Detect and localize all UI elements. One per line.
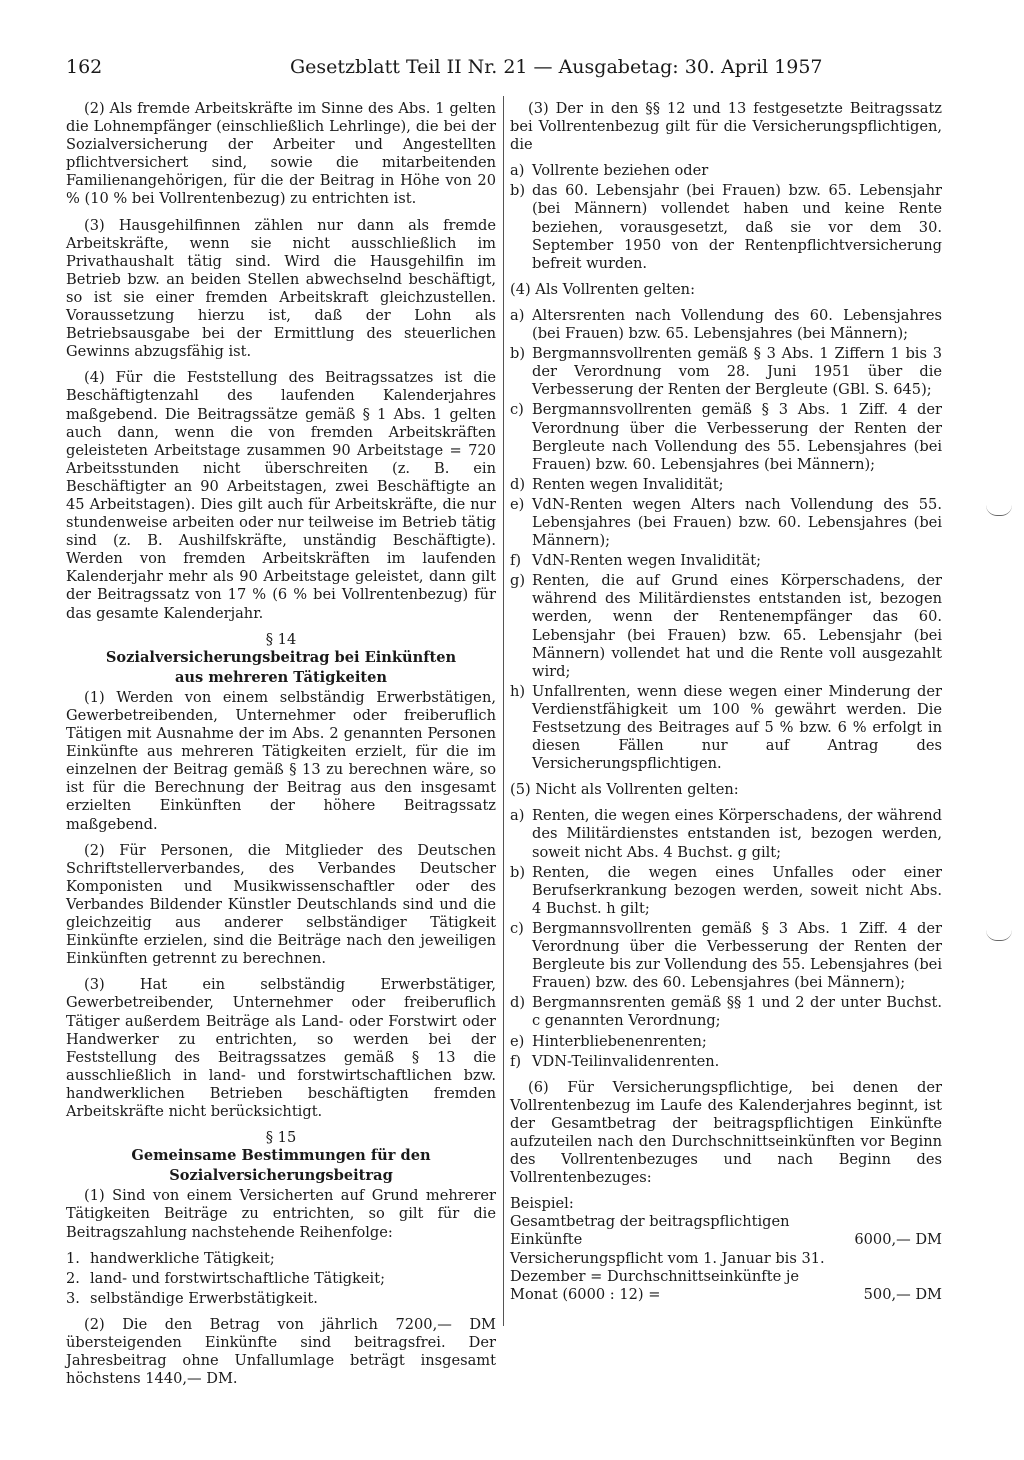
list-item-text: Hinterbliebenenrenten; <box>532 1032 707 1050</box>
list-item <box>510 1053 942 1071</box>
list-item <box>66 1290 496 1308</box>
section-14-number: § 14 <box>265 630 297 648</box>
list-item-text: Vollrente beziehen oder <box>532 162 709 180</box>
list-item <box>510 307 942 343</box>
list-item-label: c) <box>510 919 524 937</box>
example-row-text: Versicherungspflicht vom 1. Januar bis 31. Dezember = Durchschnittseinkünfte je Monat (6000 : 12) = <box>510 1249 825 1303</box>
list-item-label: 3. <box>66 1289 80 1307</box>
list-item <box>66 1250 496 1268</box>
paragraph-13-3: (3) Hausgehilfinnen zählen nur dann als fremde Arbeitskräfte, wenn sie nicht ausschließlich im Privathaushalt tätig sind. Wird die Hausgehilfin im Betrieb bzw. an beiden Stellen abwechselnd beschäftigt, so ist sie einer fremden Arbeitskraft gleichzustellen. Voraussetzung hierzu ist, daß der Lohn als Betriebsausgabe bei der Ermittlung des steuerlichen Gewinns abzugsfähig ist. <box>66 216 496 361</box>
page-header-title: Gesetzblatt Teil II Nr. 21 — Ausgabetag: 30. April 1957 <box>290 56 823 78</box>
list-item-text: Bergmannsrenten gemäß §§ 1 und 2 der unter Buchst. c genannten Verordnung; <box>532 994 942 1030</box>
page-header <box>66 56 966 82</box>
list-item-text: Altersrenten nach Vollendung des 60. Lebensjahres (bei Frauen) bzw. 65. Lebensjahres (bei Männern); <box>532 306 942 343</box>
example-row-value: 6000,— DM <box>854 1231 942 1249</box>
list-item-text: Bergmannsvollrenten gemäß § 3 Abs. 1 Ziff. 4 der Verordnung über die Verbesserung der Renten der Bergleute bis zur Vollendung des 55. Lebensjahres (bei Frauen) bzw. des 60. Lebensjahres (bei Männern); <box>532 919 942 992</box>
list-item-text: Renten, die wegen eines Unfalles oder einer Berufserkrankung bezogen werden, soweit nicht Abs. 4 Buchst. h gilt; <box>532 863 942 917</box>
list-item-label: g) <box>510 572 526 590</box>
list-item <box>510 994 942 1030</box>
list-item-label: c) <box>510 401 524 419</box>
paragraph-4-list <box>510 307 942 773</box>
list-item-text: handwerkliche Tätigkeit; <box>90 1249 275 1267</box>
section-15-order-list <box>66 1250 496 1308</box>
list-item <box>510 683 942 773</box>
list-item <box>510 920 942 992</box>
margin-mark <box>986 505 1012 516</box>
list-item <box>510 496 942 550</box>
list-item-label: h) <box>510 682 526 700</box>
list-item <box>510 1033 942 1051</box>
example-label: Beispiel: <box>510 1195 574 1213</box>
list-item-label: e) <box>510 1032 525 1050</box>
paragraph-13-2: (2) Als fremde Arbeitskräfte im Sinne des Abs. 1 gelten die Lohnempfänger (einschließlich Lehrlinge), die bei der Sozialversicherung der Arbeiter und Angestellten pflichtversichert sind, sowie die mitarbeitenden Familienangehörigen, für die der Beitrag in Höhe von 20 % (10 % bei Vollrentenbezug) zu entrichten ist. <box>66 100 496 208</box>
list-item-text: VdN-Renten wegen Alters nach Vollendung des 55. Lebensjahres (bei Frauen) bzw. 60. Lebensjahres (bei Männern); <box>532 495 942 550</box>
example-row <box>510 1213 942 1249</box>
paragraph-14-3: (3) Hat ein selbständig Erwerbstätiger, Gewerbetreibender, Unternehmer oder freiberuflich Tätiger außerdem Beiträge als Land- oder Forstwirt oder Handwerker zu entrichten, so werden bei der Feststellung des Beitragssatzes gemäß § 13 die ausschließlich in land- und forstwirtschaftlichen bzw. handwerklichen Betrieben beschäftigten fremden Arbeitskräfte nicht berücksichtigt. <box>66 976 496 1120</box>
list-item-label: f) <box>510 1052 522 1070</box>
list-item <box>66 1270 496 1288</box>
list-item-text: Unfallrenten, wenn diese wegen einer Minderung der Verdienstfähigkeit um 100 % gewährt werden. Die Festsetzung des Beitrages auf 5 % bzw. 6 % erfolgt in diesen Fällen nur auf Antrag des Versicherungspflichtigen. <box>532 682 942 773</box>
example-row-text: Gesamtbetrag der beitragspflichtigen Einkünfte <box>510 1213 790 1249</box>
list-item <box>510 401 942 473</box>
list-item-text: land- und forstwirtschaftliche Tätigkeit; <box>90 1269 386 1287</box>
list-item-label: f) <box>510 552 522 570</box>
paragraph-15-1: (1) Sind von einem Versicherten auf Grund mehrerer Tätigkeiten Beiträge zu entrichten, so gilt für die Beitragszahlung nachstehende Reihenfolge: <box>66 1187 496 1241</box>
section-15-number: § 15 <box>265 1129 297 1147</box>
list-item <box>510 182 942 272</box>
paragraph-5: (5) Nicht als Vollrenten gelten: <box>510 781 739 799</box>
list-item-text: Bergmannsvollrenten gemäß § 3 Abs. 1 Ziffern 1 bis 3 der Verordnung vom 28. Juni 1951 über die Verbesserung der Renten der Bergleute (GBl. S. 645); <box>532 345 942 399</box>
list-item <box>510 552 942 570</box>
list-item-text: Renten, die wegen eines Körperschadens, der während des Militärdienstes entstanden ist, bezogen werden, soweit nicht Abs. 4 Buchst. g gilt; <box>532 807 942 861</box>
list-item-label: b) <box>510 345 526 363</box>
list-item-label: 2. <box>66 1269 80 1287</box>
list-item-text: Renten wegen Invalidität; <box>532 475 724 493</box>
list-item-label: a) <box>510 807 525 825</box>
list-item-label: d) <box>510 475 526 493</box>
paragraph-3: (3) Der in den §§ 12 und 13 festgesetzte Beitragssatz bei Vollrentenbezug gilt für die Versicherungspflichtigen, die <box>510 100 942 154</box>
list-item <box>510 162 942 180</box>
left-column <box>66 100 496 1396</box>
list-item <box>510 345 942 399</box>
page-number: 162 <box>66 56 103 78</box>
list-item-label: b) <box>510 863 526 881</box>
example-row <box>510 1250 942 1304</box>
paragraph-6: (6) Für Versicherungspflichtige, bei denen der Vollrentenbezug im Laufe des Kalenderjahres beginnt, ist der Gesamtbetrag der beitragspflichtigen Einkünfte aufzuteilen nach den Durchschnittseinkünften vor Beginn des Vollrentenbezuges und nach Beginn des Vollrentenbezuges: <box>510 1078 942 1187</box>
list-item <box>510 476 942 494</box>
section-14-heading-line2: aus mehreren Tätigkeiten <box>174 668 388 686</box>
list-item <box>510 864 942 918</box>
list-item <box>510 572 942 681</box>
list-item-text: VDN-Teilinvalidenrenten. <box>532 1052 720 1070</box>
paragraph-4: (4) Als Vollrenten gelten: <box>510 280 695 298</box>
list-item-text: Bergmannsvollrenten gemäß § 3 Abs. 1 Ziff. 4 der Verordnung über die Verbesserung der Renten der Bergleute nach Vollendung des 55. Lebensjahres (bei Frauen) bzw. 60. Lebensjahres (bei Männern); <box>532 401 942 473</box>
list-item-label: b) <box>510 182 526 200</box>
list-item-text: selbständige Erwerbstätigkeit. <box>90 1289 318 1307</box>
example-row-value: 500,— DM <box>863 1285 942 1303</box>
paragraph-5-list <box>510 807 942 1070</box>
column-divider <box>503 96 504 1326</box>
list-item-label: a) <box>510 162 525 180</box>
paragraph-3-list <box>510 162 942 273</box>
section-15-heading-line2: Sozialversicherungsbeitrag <box>169 1167 393 1185</box>
right-column <box>510 100 942 1304</box>
list-item-label: a) <box>510 306 525 324</box>
list-item-label: d) <box>510 994 526 1012</box>
list-item-label: e) <box>510 495 525 513</box>
paragraph-14-2: (2) Für Personen, die Mitglieder des Deutschen Schriftstellerverbandes, des Verbandes Deutscher Komponisten und Musikwissenschaftler oder des Verbandes Bildender Künstler Deutschlands sind und die gleichzeitig aus anderer selbständiger Tätigkeit Einkünfte erzielen, sind die Beiträge nach den jeweiligen Einkünften getrennt zu berechnen. <box>66 841 496 968</box>
list-item-label: 1. <box>66 1249 80 1267</box>
section-15-heading-line1: Gemeinsame Bestimmungen für den <box>131 1147 431 1165</box>
paragraph-13-4: (4) Für die Feststellung des Beitragssatzes ist die Beschäftigtenzahl des laufenden Kalenderjahres maßgebend. Die Beitragssätze gemäß § 1 Abs. 1 gelten auch dann, wenn die von fremden Arbeitskräften geleisteten Arbeitstage zusammen 90 Arbeitstage = 720 Arbeitsstunden nicht überschreiten (z. B. ein Beschäftigter an 90 Arbeitstagen, zwei Beschäftigte an 45 Arbeitstagen). Dies gilt auch für Arbeitskräfte, die nur stundenweise arbeiten oder nur teilweise im Betrieb tätig sind (z. B. Aushilfskräfte, unständig Beschäftigte). Werden von fremden Arbeitskräften im laufenden Kalenderjahr mehr als 90 Arbeitstage geleistet, dann gilt der Beitragssatz von 17 % (6 % bei Vollrentenbezug) für das gesamte Kalenderjahr. <box>66 369 496 622</box>
margin-mark <box>986 930 1012 941</box>
list-item-text: Renten, die auf Grund eines Körperschadens, der während des Militärdienstes entstanden ist, bezogen werden, wenn der Rentenempfänger das 60. Lebensjahr (bei Frauen) bzw. 65. Lebensjahr (bei Männern) vollendet hat und die Rente voll ausgezahlt wird; <box>532 572 942 680</box>
list-item <box>510 807 942 861</box>
list-item-text: VdN-Renten wegen Invalidität; <box>532 552 762 570</box>
section-14-heading-line1: Sozialversicherungsbeitrag bei Einkünften <box>105 648 457 666</box>
list-item-text: das 60. Lebensjahr (bei Frauen) bzw. 65. Lebensjahr (bei Männern) vollendet haben und keine Rente beziehen, vorausgesetzt, daß sie vor dem 30. September 1950 von der Rentenpflichtversicherung befreit wurden. <box>532 182 942 272</box>
paragraph-14-1: (1) Werden von einem selbständig Erwerbstätigen, Gewerbetreibenden, Unternehmer oder freiberuflich Tätigen mit Ausnahme der im Abs. 2 genannten Personen Einkünfte aus mehreren Tätigkeiten erzielt, für die im einzelnen der Beitrag gemäß § 13 zu berechnen wäre, so ist für die Berechnung der Beitrag aus den insgesamt erzielten Einkünften der höhere Beitragssatz maßgebend. <box>66 688 496 833</box>
paragraph-15-2: (2) Die den Betrag von jährlich 7200,— DM übersteigenden Einkünfte sind beitragsfrei. Der Jahresbeitrag ohne Unfallumlage beträgt insgesamt höchstens 1440,— DM. <box>66 1315 496 1388</box>
